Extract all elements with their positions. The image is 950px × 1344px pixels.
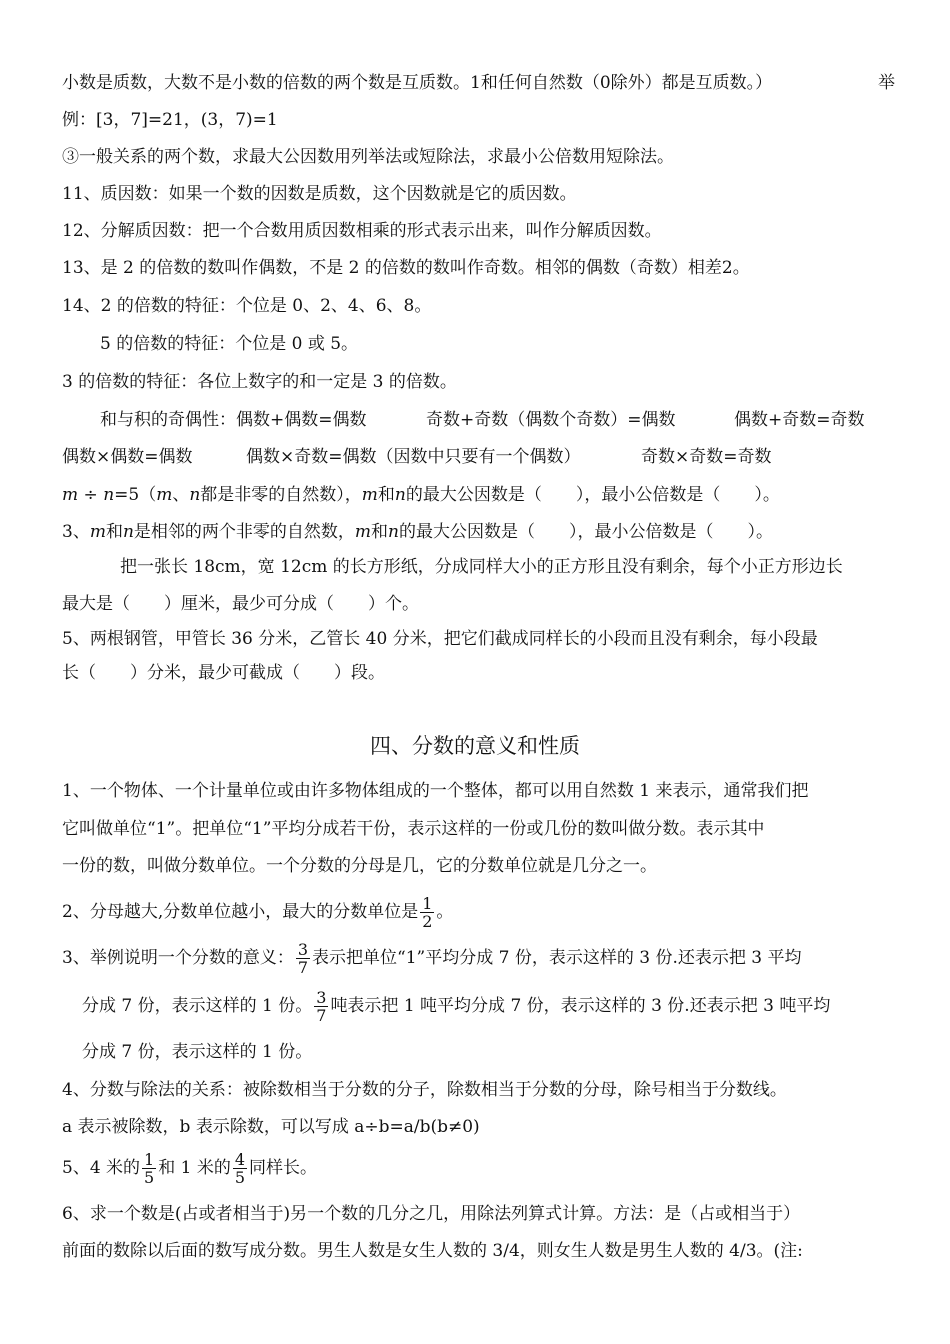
denominator: 7 [316,1006,327,1025]
line-parity-product-3: 奇数×奇数=奇数 [641,447,772,467]
text: 的最大公因数是（ ），最小公倍数是（ ）。 [398,522,773,542]
text: 都是非零的自然数）， [200,485,362,505]
var-n: n [189,485,201,505]
text: 同样长。 [249,1158,318,1178]
text: 和 [371,522,389,542]
numerator: 3 [316,988,327,1007]
text: 3、举例说明一个分数的意义： [62,948,294,968]
var-n: n [103,485,115,505]
line-question-m-div-n [62,484,780,506]
var-m: m [156,485,173,505]
line-multiple-of-3: 3 的倍数的特征：各位上数字的和一定是 3 的倍数。 [62,372,457,392]
var-m: m [62,485,79,505]
line-question-consecutive [62,521,773,543]
fraction [296,941,310,976]
line-fraction-def-1: 1、一个物体、一个计量单位或由许多物体组成的一个整体，都可以用自然数 1 来表示，通常我们把 [62,781,809,801]
line-fraction-division-formula: a 表示被除数，b 表示除数，可以写成 a÷b=a/b(b≠0) [62,1117,480,1137]
text: =5（ [114,485,157,505]
text: 。 [436,902,454,922]
text: 3、 [62,522,90,542]
text: 和 1 米的 [158,1158,231,1178]
line-pipe-question-cont: 长（ ）分米，最少可截成（ ）段。 [62,663,385,683]
var-n: n [122,522,134,542]
section-heading: 四、分数的意义和性质 [370,734,580,758]
text: 的最大公因数是（ ），最小公倍数是（ ）。 [405,485,780,505]
line-even-odd: 13、是 2 的倍数的数叫作偶数，不是 2 的倍数的数叫作奇数。相邻的偶数（奇数）相差2。 [62,258,750,278]
text: 分成 7 份，表示这样的 1 份。 [82,996,313,1016]
text: 和 [377,485,395,505]
line-factorization: 12、分解质因数：把一个合数用质因数相乘的形式表示出来，叫作分解质因数。 [62,221,662,241]
denominator: 7 [297,958,309,977]
line-fraction-meaning-3: 分成 7 份，表示这样的 1 份。 [82,1042,313,1062]
line-paper-question-cont: 最大是（ ）厘米，最少可分成（ ）个。 [62,594,419,614]
line-multiple-of-5: 5 的倍数的特征：个位是 0 或 5。 [100,334,359,354]
var-m: m [354,522,372,542]
line-multiple-of-2: 14、2 的倍数的特征：个位是 0、2、4、6、8。 [62,296,432,316]
line-fraction-def-3: 一份的数，叫做分数单位。一个分数的分母是几，它的分数单位就是几分之一。 [62,856,657,876]
line-fraction-def-2: 它叫做单位“1”。把单位“1”平均分成若干份，表示这样的一份或几份的数叫做分数。表示其中 [62,819,765,839]
numerator: 3 [297,940,309,959]
line-fraction-meaning-1 [62,938,802,978]
text: 小数是质数，大数不是小数的倍数的两个数是互质数。1和任何自然数（0除外）都是互质数。） [62,73,773,93]
line-example-lcm-gcd: 例：[3，7]=21，(3，7)=1 [62,110,278,130]
line-paper-question: 把一张长 18cm，宽 12cm 的长方形纸，分成同样大小的正方形且没有剩余，每个小正方形边长 [120,557,843,577]
line-parity-product-1: 偶数×偶数=偶数 [62,447,193,467]
numerator: 1 [422,894,433,913]
line-fraction-unit [62,892,453,932]
line-parity-sum-1: 和与积的奇偶性：偶数+偶数=偶数 [100,410,367,430]
text: 2、分母越大,分数单位越小，最大的分数单位是 [62,902,419,922]
line-parity-sum-3: 偶数+奇数=奇数 [734,410,865,430]
line-parity-sum-2: 奇数+奇数（偶数个奇数）=偶数 [426,410,676,430]
text: 是相邻的两个非零的自然数， [133,522,355,542]
numerator: 1 [144,1150,155,1169]
fraction [233,1151,247,1186]
fraction [420,895,434,930]
divide-sign: ÷ [78,485,104,505]
fraction [142,1151,156,1186]
line-prime-factor: 11、质因数：如果一个数的因数是质数，这个因数就是它的质因数。 [62,184,577,204]
line-coprime-rule-tail [878,72,895,94]
line-fraction-example [62,1148,317,1188]
var-m: m [89,522,106,542]
fraction [314,989,328,1024]
line-fraction-meaning-2 [82,986,830,1026]
denominator: 2 [422,912,433,931]
var-m: m [361,485,378,505]
text: 、 [172,485,190,505]
denominator: 5 [144,1168,155,1187]
text: 吨表示把 1 吨平均分成 7 份，表示这样的 3 份.还表示把 3 吨平均 [330,996,831,1016]
text: 和 [105,522,123,542]
numerator: 4 [234,1150,246,1169]
line-coprime-rule [62,72,772,94]
denominator: 5 [234,1168,246,1187]
var-n: n [394,485,406,505]
line-parity-product-2: 偶数×奇数=偶数（因数中只要有一个偶数） [246,447,581,467]
line-pipe-question: 5、两根钢管，甲管长 36 分米，乙管长 40 分米，把它们截成同样长的小段而且没有剩余，每小段最 [62,629,818,649]
var-n: n [388,522,399,542]
text: 5、4 米的 [62,1158,141,1178]
line-fraction-division: 4、分数与除法的关系：被除数相当于分数的分子，除数相当于分数的分母，除号相当于分数线。 [62,1080,787,1100]
line-ratio-rule: 6、求一个数是(占或者相当于)另一个数的几分之几，用除法列算式计算。方法：是（占或相当于） [62,1204,801,1224]
text: 表示把单位“1”平均分成 7 份，表示这样的 3 份.还表示把 3 平均 [312,948,802,968]
line-ratio-rule-cont: 前面的数除以后面的数写成分数。男生人数是女生人数的 3/4，则女生人数是男生人数的 4/3。(注: [62,1241,803,1261]
text: 举 [878,73,895,93]
line-general-method: ③一般关系的两个数，求最大公因数用列举法或短除法，求最小公倍数用短除法。 [62,147,674,167]
